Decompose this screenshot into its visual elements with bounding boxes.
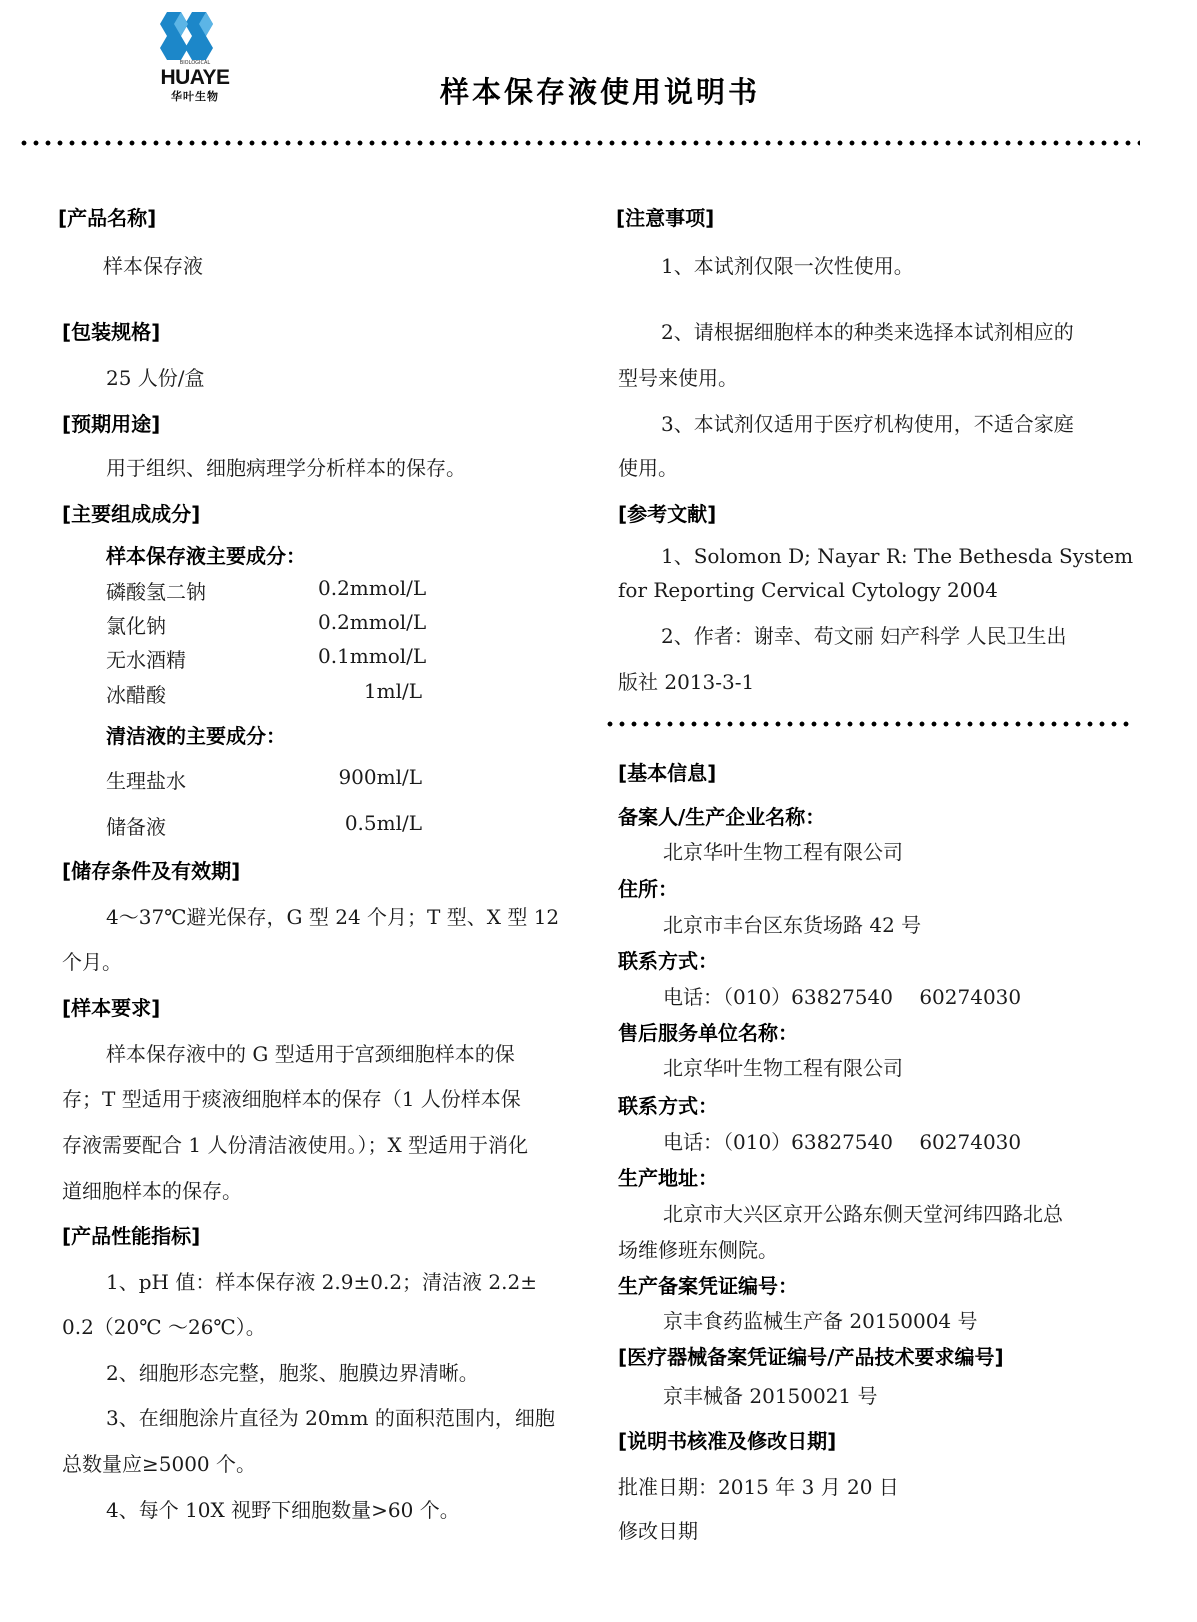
composition-value: 0.2mmol/L: [318, 576, 427, 600]
reference-item: for Reporting Cervical Cytology 2004: [618, 578, 998, 602]
production-address-line: 场维修班东侧院。: [618, 1238, 778, 1262]
section-divider: [604, 721, 1132, 727]
product-name-text: 样本保存液: [103, 254, 203, 278]
performance-item: 总数量应≥5000 个。: [62, 1452, 257, 1476]
production-cert-value: 京丰食药监械生产备 20150004 号: [663, 1309, 978, 1333]
heading-performance: [产品性能指标]: [62, 1224, 201, 1248]
sample-text-line: 存；T 型适用于痰液细胞样本的保存（1 人份样本保: [62, 1087, 521, 1111]
heading-storage: [储存条件及有效期]: [62, 859, 241, 883]
service-value: 北京华叶生物工程有限公司: [663, 1056, 903, 1080]
company-logo: [145, 8, 245, 104]
address-label: 住所：: [618, 877, 678, 901]
service-label: 售后服务单位名称：: [618, 1021, 798, 1045]
intended-use-text: 用于组织、细胞病理学分析样本的保存。: [106, 456, 466, 480]
performance-item: 0.2（20℃ ～26℃）。: [62, 1315, 266, 1339]
production-address-line: 北京市大兴区京开公路东侧天堂河纬四路北总: [663, 1202, 1063, 1226]
dates-heading: [说明书核准及修改日期]: [618, 1429, 837, 1453]
composition-value: 1ml/L: [363, 679, 422, 703]
contact-value: 电话：（010）63827540 60274030: [663, 1130, 1022, 1154]
heading-composition: [主要组成成分]: [62, 502, 201, 526]
contact-label: 联系方式：: [618, 1094, 718, 1118]
modify-date: 修改日期: [618, 1519, 698, 1543]
notes-item: 3、本试剂仅适用于医疗机构使用，不适合家庭: [661, 412, 1074, 436]
heading-sample: [样本要求]: [62, 996, 161, 1020]
composition-value: 0.5ml/L: [344, 811, 422, 835]
composition-value: 0.1mmol/L: [318, 644, 427, 668]
logo-brand-cn: 华叶生物: [171, 90, 219, 103]
hexagon-logo-icon: [145, 8, 245, 64]
composition-name: 磷酸氢二钠: [106, 580, 206, 604]
production-address-label: 生产地址：: [618, 1166, 718, 1190]
composition-subheading-1: 样本保存液主要成分：: [106, 544, 306, 568]
heading-intended-use: [预期用途]: [62, 412, 161, 436]
heading-basic-info: [基本信息]: [618, 761, 717, 785]
performance-item: 2、细胞形态完整，胞浆、胞膜边界清晰。: [106, 1361, 479, 1385]
performance-item: 3、在细胞涂片直径为 20mm 的面积范围内，细胞: [106, 1406, 555, 1430]
document-title: 样本保存液使用说明书: [439, 75, 760, 109]
address-value: 北京市丰台区东货场路 42 号: [663, 913, 922, 937]
composition-subheading-2: 清洁液的主要成分：: [106, 724, 286, 748]
performance-item: 4、每个 10X 视野下细胞数量>60 个。: [106, 1498, 460, 1522]
registrant-label: 备案人/生产企业名称：: [618, 805, 826, 829]
sample-text-line: 样本保存液中的 G 型适用于宫颈细胞样本的保: [106, 1042, 515, 1066]
composition-value: 0.2mmol/L: [318, 610, 427, 634]
contact-value: 电话：（010）63827540 60274030: [663, 985, 1022, 1009]
heading-package: [包装规格]: [62, 320, 161, 344]
sample-text-line: 道细胞样本的保存。: [62, 1179, 242, 1203]
logo-brand-text: HUAYE: [160, 66, 230, 89]
contact-label: 联系方式：: [618, 949, 718, 973]
registrant-value: 北京华叶生物工程有限公司: [663, 840, 903, 864]
reference-item: 版社 2013-3-1: [618, 670, 755, 694]
device-cert-value: 京丰械备 20150021 号: [663, 1384, 878, 1408]
performance-item: 1、pH 值：样本保存液 2.9±0.2；清洁液 2.2±: [106, 1270, 537, 1294]
notes-item: 型号来使用。: [618, 366, 738, 390]
heading-references: [参考文献]: [618, 502, 717, 526]
composition-name: 冰醋酸: [106, 683, 166, 707]
heading-notes: [注意事项]: [616, 206, 715, 230]
composition-name: 生理盐水: [106, 769, 186, 793]
composition-name: 无水酒精: [106, 648, 186, 672]
sample-text-line: 存液需要配合 1 人份清洁液使用。）；X 型适用于消化: [62, 1133, 529, 1157]
composition-name: 氯化钠: [106, 614, 166, 638]
header-divider: [18, 140, 1140, 146]
reference-item: 2、作者：谢幸、苟文丽 妇产科学 人民卫生出: [661, 624, 1067, 648]
notes-item: 2、请根据细胞样本的种类来选择本试剂相应的: [661, 320, 1074, 344]
reference-item: 1、Solomon D; Nayar R: The Bethesda System: [661, 544, 1134, 568]
storage-text-line: 4～37℃避光保存，G 型 24 个月；T 型、X 型 12: [106, 905, 560, 929]
package-text: 25 人份/盒: [106, 366, 205, 390]
approve-date: 批准日期：2015 年 3 月 20 日: [618, 1475, 899, 1499]
composition-name: 储备液: [106, 815, 166, 839]
production-cert-label: 生产备案凭证编号：: [618, 1274, 798, 1298]
heading-product-name: [产品名称]: [58, 206, 157, 230]
storage-text-line: 个月。: [62, 950, 122, 974]
logo-tagline: BIOLOGICAL: [179, 60, 211, 66]
device-cert-label: [医疗器械备案凭证编号/产品技术要求编号]: [618, 1345, 1004, 1369]
notes-item: 1、本试剂仅限一次性使用。: [661, 254, 914, 278]
notes-item: 使用。: [618, 456, 678, 480]
composition-value: 900ml/L: [338, 765, 422, 789]
